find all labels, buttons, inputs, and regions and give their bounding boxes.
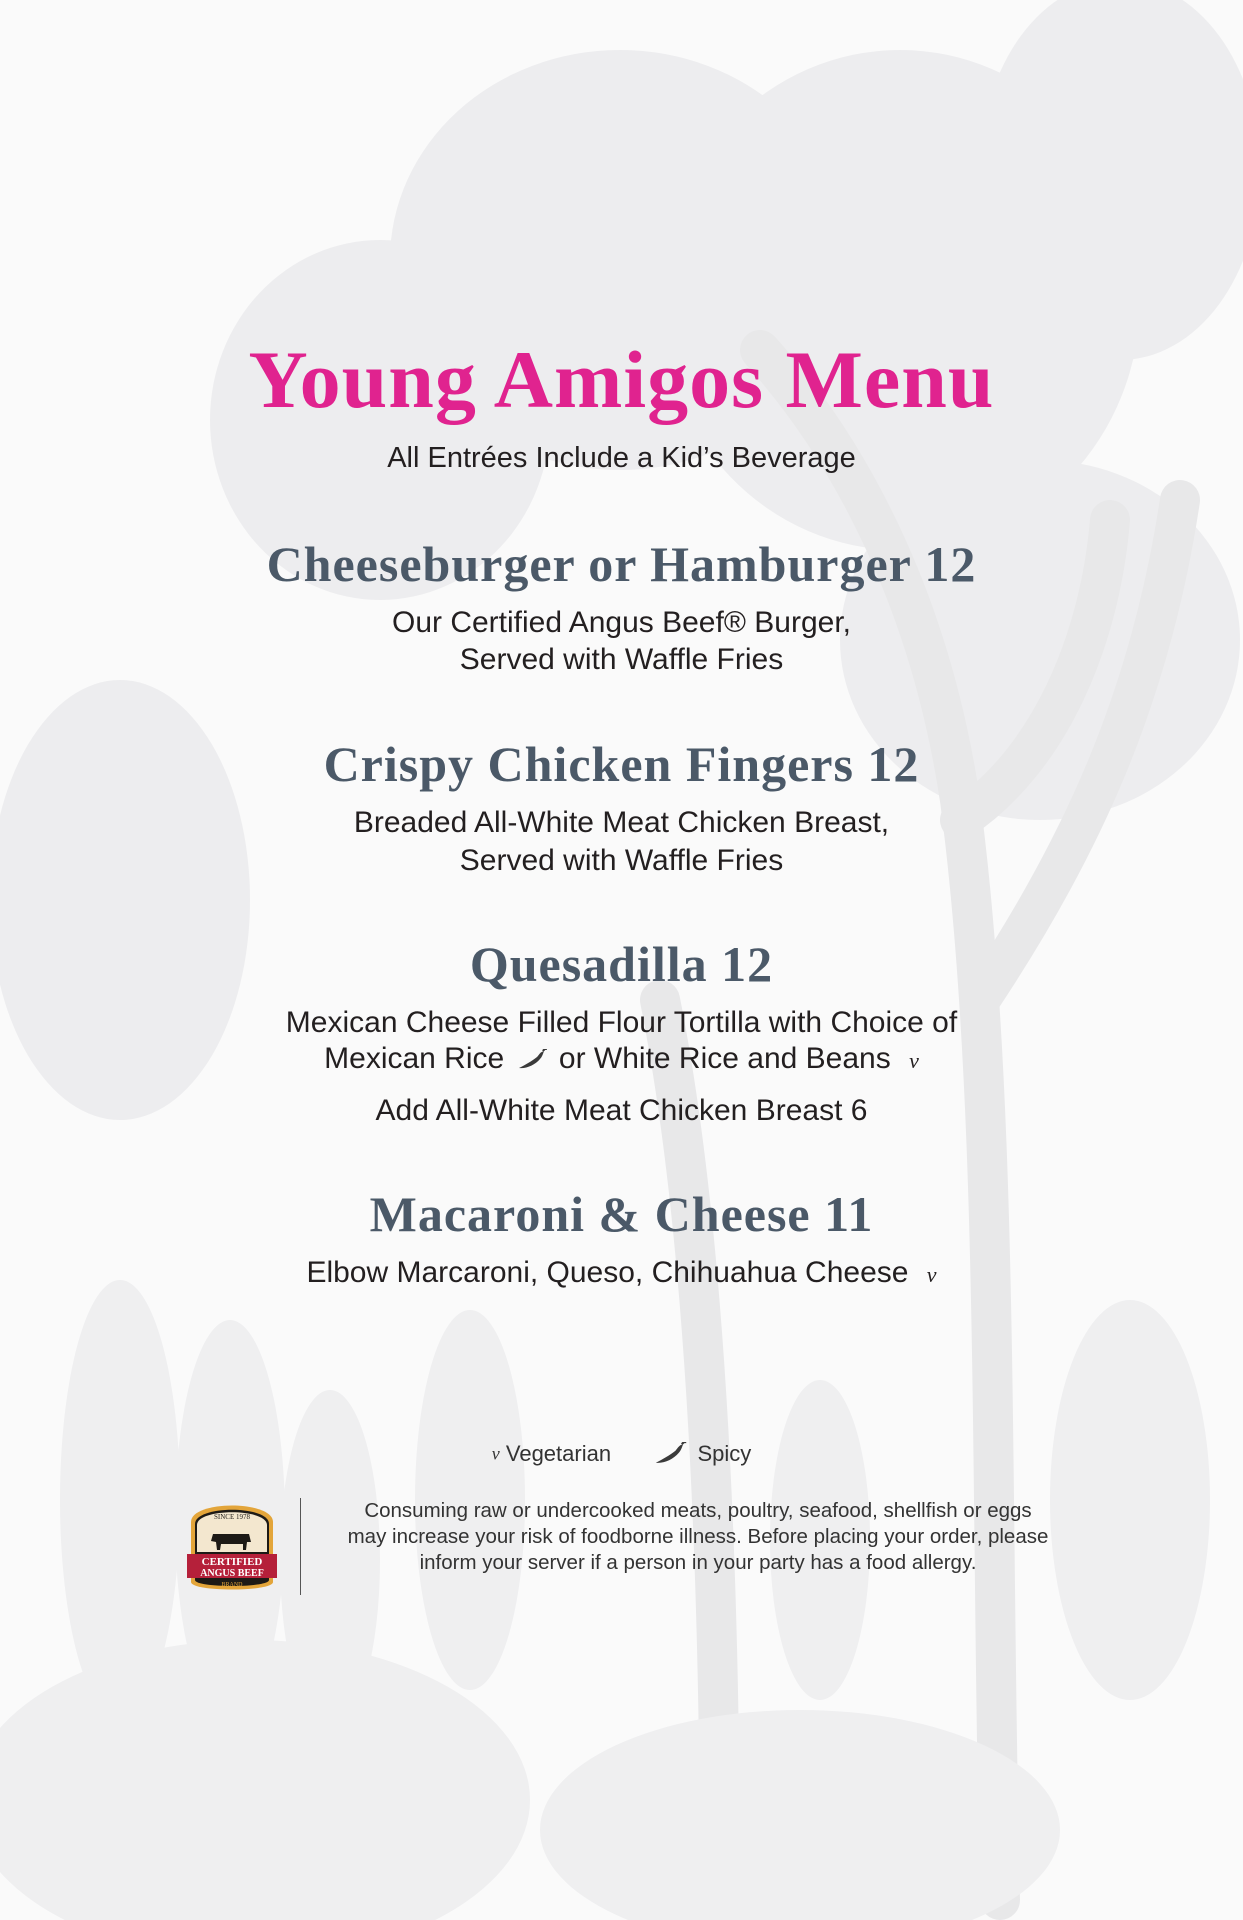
chili-pepper-icon — [653, 1442, 687, 1466]
svg-text:SINCE 1978: SINCE 1978 — [214, 1513, 250, 1521]
vegetarian-mark: v — [491, 1443, 500, 1464]
item-desc-line — [0, 1254, 1243, 1294]
disclaimer-line: Consuming raw or undercooked meats, poultry, seafood, shellfish or eggs — [364, 1499, 1032, 1522]
item-desc-part: Mexican Rice — [324, 1042, 505, 1075]
disclaimer-line: may increase your risk of foodborne illness. Before placing your order, please — [347, 1525, 1049, 1548]
divider — [300, 1498, 301, 1595]
item-desc-line: Our Certified Angus Beef® Burger, — [391, 606, 851, 639]
vegetarian-mark: v — [909, 1048, 919, 1073]
chili-pepper-icon — [517, 1049, 547, 1071]
item-desc-line-choices — [0, 1040, 1243, 1080]
item-name-mac-and-cheese: Macaroni & Cheese 11 — [369, 1186, 874, 1242]
item-name-cheeseburger: Cheeseburger or Hamburger 12 — [266, 536, 977, 592]
item-name-quesadilla: Quesadilla 12 — [469, 936, 774, 992]
certified-angus-beef-logo — [183, 1492, 281, 1597]
legend-vegetarian: Vegetarian — [505, 1441, 612, 1467]
item-desc-part: or White Rice and Beans — [558, 1042, 891, 1075]
legend-spicy: Spicy — [697, 1441, 752, 1467]
menu-title: Young Amigos Menu — [248, 334, 995, 425]
item-desc-line: Served with Waffle Fries — [459, 643, 784, 676]
legend — [0, 1440, 1243, 1467]
svg-text:CERTIFIED: CERTIFIED — [201, 1556, 263, 1568]
disclaimer-line: inform your server if a person in your party has a food allergy. — [419, 1551, 977, 1574]
item-desc-part: Elbow Marcaroni, Queso, Chihuahua Cheese — [306, 1256, 909, 1289]
item-addon: Add All-White Meat Chicken Breast 6 — [375, 1094, 868, 1127]
vegetarian-mark: v — [926, 1262, 937, 1287]
item-desc-line: Breaded All-White Meat Chicken Breast, — [353, 806, 890, 839]
item-name-chicken-fingers: Crispy Chicken Fingers 12 — [323, 736, 920, 792]
food-safety-disclaimer — [318, 1498, 1078, 1576]
item-desc-line: Mexican Cheese Filled Flour Tortilla with Choice of — [285, 1006, 958, 1039]
svg-text:ANGUS BEEF: ANGUS BEEF — [200, 1568, 264, 1579]
item-desc-line: Served with Waffle Fries — [459, 844, 784, 877]
svg-text:BRAND: BRAND — [221, 1582, 243, 1588]
menu-subtitle: All Entrées Include a Kid’s Beverage — [387, 442, 856, 474]
